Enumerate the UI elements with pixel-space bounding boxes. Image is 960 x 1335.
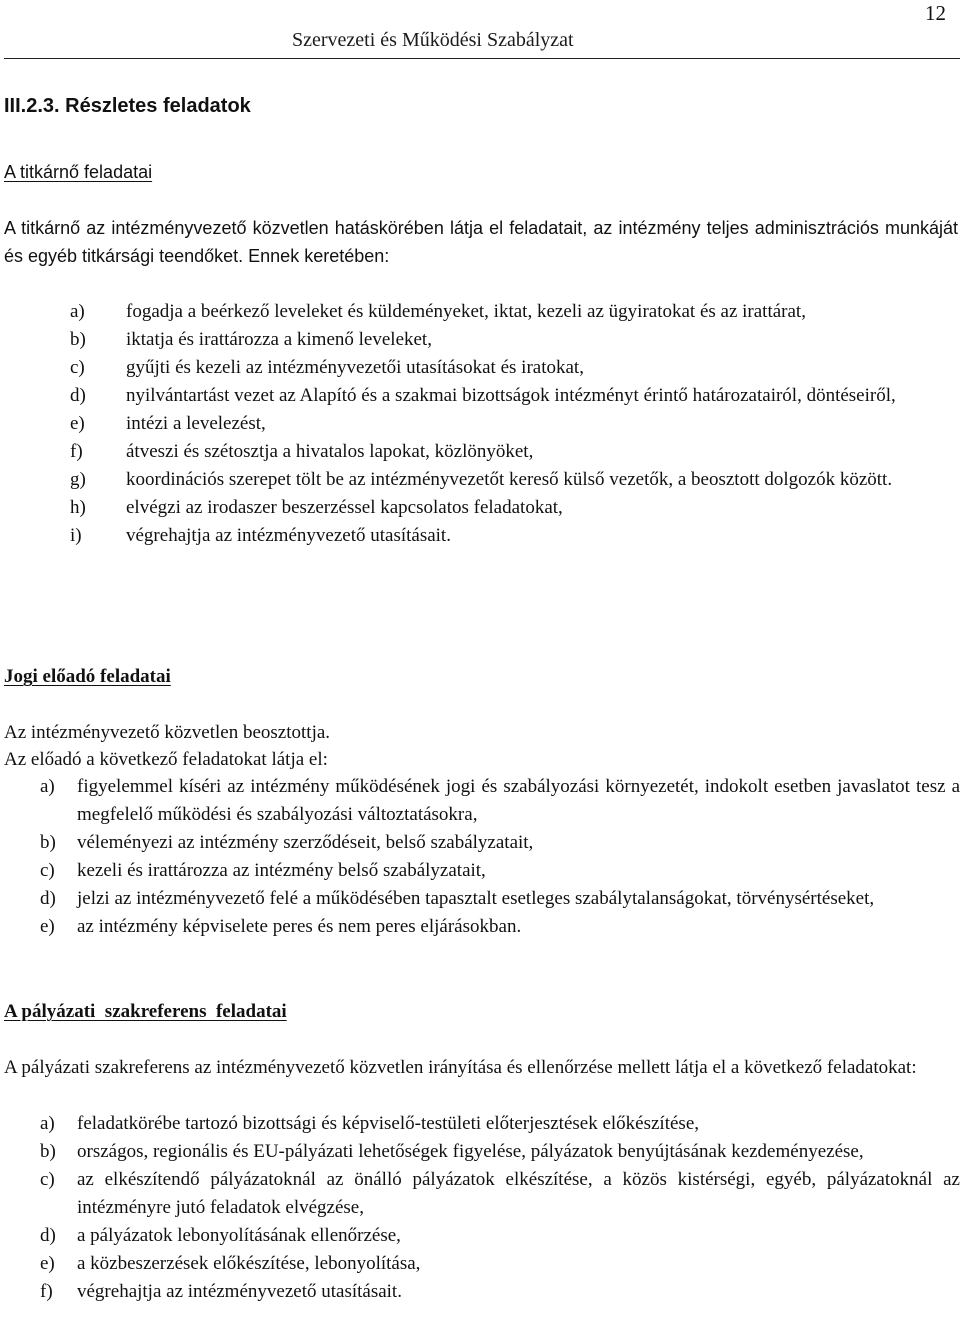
list-item-text: véleményezi az intézmény szerződéseit, belső szabályzatait, (77, 832, 534, 853)
list-item (40, 1110, 960, 1138)
legal-line-2: Az előadó a következő feladatokat látja el: (4, 749, 328, 770)
list-item-marker: a) (70, 301, 85, 322)
list-item (70, 382, 960, 410)
list-item (40, 1278, 960, 1306)
list-item (40, 1222, 960, 1250)
list-item-text: végrehajtja az intézményvezető utasításait. (126, 525, 451, 546)
list-item-text: országos, regionális és EU-pályázati lehetőségek figyelése, pályázatok benyújtásának kezdeményezése, (77, 1141, 864, 1162)
header-divider (4, 58, 960, 59)
list-item (70, 298, 960, 326)
list-item (40, 829, 960, 857)
secretary-task-list (70, 298, 960, 550)
list-item (70, 410, 960, 438)
list-item (40, 1250, 960, 1278)
list-item (70, 354, 960, 382)
list-item (40, 773, 960, 829)
list-item-marker: g) (70, 469, 86, 490)
grants-heading (4, 998, 958, 1026)
list-item (40, 913, 960, 941)
secretary-intro-text: A titkárnő az intézményvezető közvetlen hatáskörében látja el feladatait, az intézmény teljes adminisztrációs munkáját és egyéb titkársági teendőket. (4, 218, 958, 266)
list-item-marker: b) (40, 1141, 56, 1162)
list-item-text: fogadja a beérkező leveleket és küldeményeket, iktat, kezeli az ügyiratokat és az irattárat, (126, 301, 806, 322)
list-item-marker: c) (40, 860, 55, 881)
grants-intro: A pályázati szakreferens az intézményvezető közvetlen irányítása és ellenőrzése mellett látja el a következő feladatokat: (4, 1057, 917, 1078)
list-item-marker: h) (70, 497, 86, 518)
list-item-text: koordinációs szerepet tölt be az intézményvezetőt kereső külső vezetők, a beosztott dolgozók között. (126, 469, 893, 490)
list-item-text: átveszi és szétosztja a hivatalos lapokat, közlönyöket, (126, 441, 534, 462)
list-item-text: a közbeszerzések előkészítése, lebonyolítása, (77, 1253, 421, 1274)
list-item-text: jelzi az intézményvezető felé a működésében tapasztalt esetleges szabálytalanságokat, törvénysértéseket, (77, 888, 875, 909)
list-item-text: iktatja és irattározza a kimenő leveleket, (126, 329, 432, 350)
secretary-heading (4, 158, 958, 187)
list-item-text: figyelemmel kíséri az intézmény működésének jogi és szabályozási környezetét, indokolt esetben javaslatot tesz a megfelelő működési és szabályozási változtatásokra, (77, 776, 960, 825)
list-item (70, 326, 960, 354)
legal-heading-text: Jogi előadó feladatai (4, 666, 171, 687)
secretary-intro-tail: Ennek keretében: (243, 246, 390, 266)
list-item-text: a pályázatok lebonyolításának ellenőrzése, (77, 1225, 401, 1246)
list-item (40, 857, 960, 885)
list-item-marker: b) (70, 329, 86, 350)
list-item-text: elvégzi az irodaszer beszerzéssel kapcsolatos feladatokat, (126, 497, 563, 518)
list-item-marker: f) (70, 441, 83, 462)
list-item-marker: e) (40, 916, 55, 937)
list-item-text: feladatkörébe tartozó bizottsági és képviselő-testületi előterjesztések előkészítése, (77, 1113, 699, 1134)
list-item-marker: e) (70, 413, 85, 434)
list-item-text: intézi a levelezést, (126, 413, 266, 434)
grants-heading-text: A pályázati szakreferens feladatai (4, 1001, 287, 1022)
list-item-marker: c) (40, 1169, 55, 1190)
legal-heading (4, 663, 958, 691)
legal-task-list (40, 773, 960, 941)
list-item (40, 885, 960, 913)
list-item-marker: f) (40, 1281, 53, 1302)
page-number: 12 (925, 1, 946, 25)
list-item (70, 466, 960, 494)
list-item-text: az elkészítendő pályázatoknál az önálló pályázatok elkészítése, a közös kistérségi, egyéb, pályázatoknál az intézményre jutó feladatok elvégzése, (77, 1169, 960, 1218)
list-item-marker: e) (40, 1253, 55, 1274)
list-item-marker: i) (70, 525, 82, 546)
legal-line-1: Az intézményvezető közvetlen beosztottja. (4, 722, 331, 743)
list-item-text: gyűjti és kezeli az intézményvezetői utasításokat és iratokat, (126, 357, 584, 378)
section-title: III.2.3. Részletes feladatok (4, 95, 251, 117)
list-item (70, 494, 960, 522)
list-item-marker: d) (70, 385, 86, 406)
secretary-heading-text: A titkárnő feladatai (4, 162, 153, 182)
list-item-text: kezeli és irattározza az intézmény belső szabályzatait, (77, 860, 486, 881)
document-title: Szervezeti és Működési Szabályzat (292, 29, 574, 51)
list-item-marker: c) (70, 357, 85, 378)
list-item (70, 522, 960, 550)
list-item-text: nyilvántartást vezet az Alapító és a szakmai bizottságok intézményt érintő határozatairól, döntéseiről, (126, 385, 896, 406)
secretary-intro (4, 214, 958, 270)
list-item-text: végrehajtja az intézményvezető utasításait. (77, 1281, 402, 1302)
list-item (40, 1138, 960, 1166)
grants-task-list (40, 1110, 960, 1306)
list-item-marker: d) (40, 1225, 56, 1246)
list-item-marker: b) (40, 832, 56, 853)
list-item-marker: a) (40, 1113, 55, 1134)
list-item (40, 1166, 960, 1222)
list-item-marker: a) (40, 776, 55, 797)
list-item (70, 438, 960, 466)
list-item-text: az intézmény képviselete peres és nem peres eljárásokban. (77, 916, 522, 937)
list-item-marker: d) (40, 888, 56, 909)
